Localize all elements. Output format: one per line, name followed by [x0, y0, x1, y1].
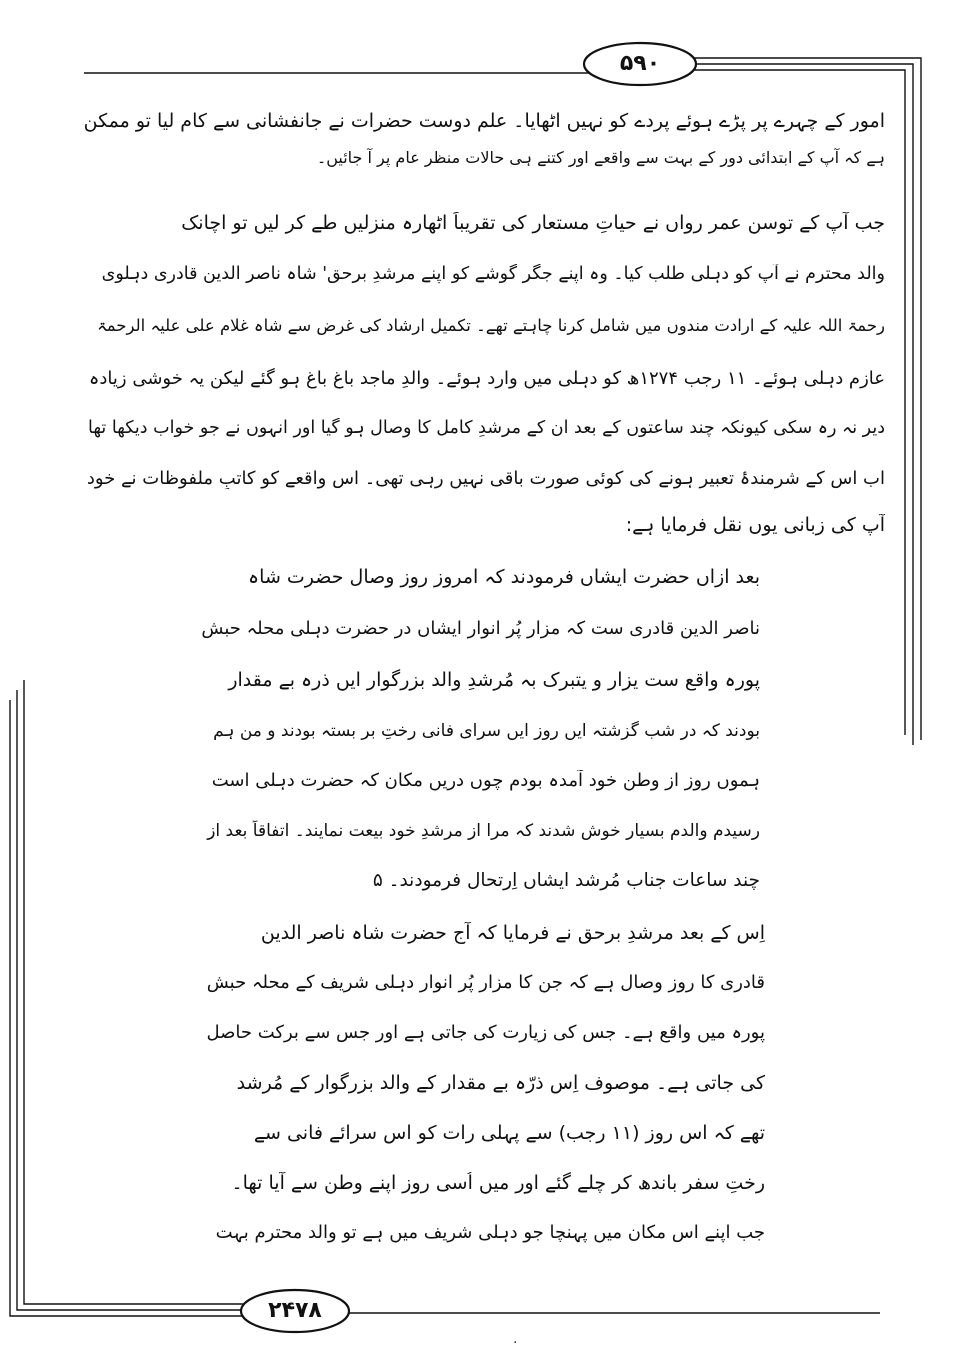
translation-line: جب اپنے اس مکان میں پہنچا جو دہلی شریف میں ہے تو والد محترم بہت — [215, 1222, 765, 1243]
text-line: ہے کہ آپ کے ابتدائی دور کے بہت سے واقعے اور کتنے ہی حالات منظرِ عام پر آ جائیں۔ — [316, 148, 885, 167]
quote-line: ناصر الدین قادری ست کہ مزارِ پُر انوارِ ایشاں در حضرت دہلی محلہ حبش — [201, 618, 760, 639]
quote-line: بودند کہ در شب گزشتہ ایں روز ایں سرای فانی رختِ بر بستہ بودند و من ہم — [213, 721, 760, 741]
text-line: اب اس کے شرمندۂ تعبیر ہونے کی کوئی صورت باقی نہیں رہی تھی۔ اس واقعے کو کاتبِ ملفوظات نے خود — [86, 468, 885, 489]
quote-line: ہموں روز از وطنِ خود آمدہ بودم چوں دریں مکان کہ حضرت دہلی است — [211, 770, 760, 791]
text-line: جب آپ کے توسنِ عمرِ رواں نے حیاتِ مستعار کی تقریباً اٹھارہ منزلیں طے کر لیں تو اچانک — [181, 212, 885, 234]
text-line: عازمِ دہلی ہوئے۔ ۱۱ رجب ۱۲۷۴ھ کو دہلی میں وارد ہوئے۔ والدِ ماجد باغ باغ ہو گئے لیکن یہ خوشی زیادہ — [88, 368, 885, 389]
scan-speck: · — [513, 1335, 518, 1351]
text-line: رحمۃ اللہ علیہ کے ارادت مندوں میں شامل کرنا چاہتے تھے۔ تکمیلِ ارشاد کی غرض سے شاہ غلام علی علیہ الرحمۃ — [97, 316, 885, 335]
translation-line: پورہ میں واقع ہے۔ جس کی زیارت کی جاتی ہے اور جس سے برکت حاصل — [206, 1022, 765, 1043]
translation-line: تھے کہ اس روز (۱۱ رجب) سے پہلی رات کو اس سرائے فانی سے — [253, 1122, 765, 1144]
translation-line: رختِ سفر باندھ کر چلے گئے اور میں اُسی روز اپنے وطن سے آیا تھا۔ — [231, 1172, 765, 1194]
bottom-page-number: ۲۴۷۸ — [268, 1298, 322, 1323]
translation-line: اِس کے بعد مرشدِ برحق نے فرمایا کہ آج حضرت شاہ ناصر الدین — [260, 922, 765, 944]
text-line: آپ کی زبانی یوں نقل فرمایا ہے: — [625, 514, 885, 536]
quote-line: رسیدم والدم بسیار خوش شدند کہ مرا از مرشدِ خود بیعت نمایند۔ اتفاقاً بعد از — [207, 821, 760, 841]
text-line: والد محترم نے آپ کو دہلی طلب کیا۔ وہ اپنے جگر گوشے کو اپنے مرشدِ برحق' شاہ ناصر الدین قادری دہلوی — [101, 264, 885, 284]
translation-line: کی جاتی ہے۔ موصوف اِس ذرّہ بے مقدار کے والد بزرگوار کے مُرشد — [236, 1072, 765, 1094]
quote-line: بعد ازاں حضرت ایشاں فرمودند کہ امروز روزِ وصال حضرت شاہ — [248, 566, 760, 588]
quote-line: پورہ واقع ست یزار و یتبرک بہ مُرشدِ والد بزرگوار ایں ذرہ بے مقدار — [228, 669, 760, 691]
quote-line: چند ساعات جناب مُرشد ایشاں اِرتحال فرمودند۔ ۵ — [372, 870, 760, 891]
text-line: دیر نہ رہ سکی کیونکہ چند ساعتوں کے بعد ان کے مرشدِ کامل کا وصال ہو گیا اور انہوں نے جو خواب دیکھا تھا — [88, 418, 885, 438]
top-page-number: ۵۹۰ — [619, 51, 661, 76]
translation-line: قادری کا روزِ وصال ہے کہ جن کا مزار پُر انوار دہلی شریف کے محلہ حبش — [206, 972, 765, 993]
text-line: امور کے چہرے پر پڑے ہوئے پردے کو نہیں اٹھایا۔ علمِ دوست حضرات نے جانفشانی سے کام لیا تو ممکن — [83, 110, 885, 132]
